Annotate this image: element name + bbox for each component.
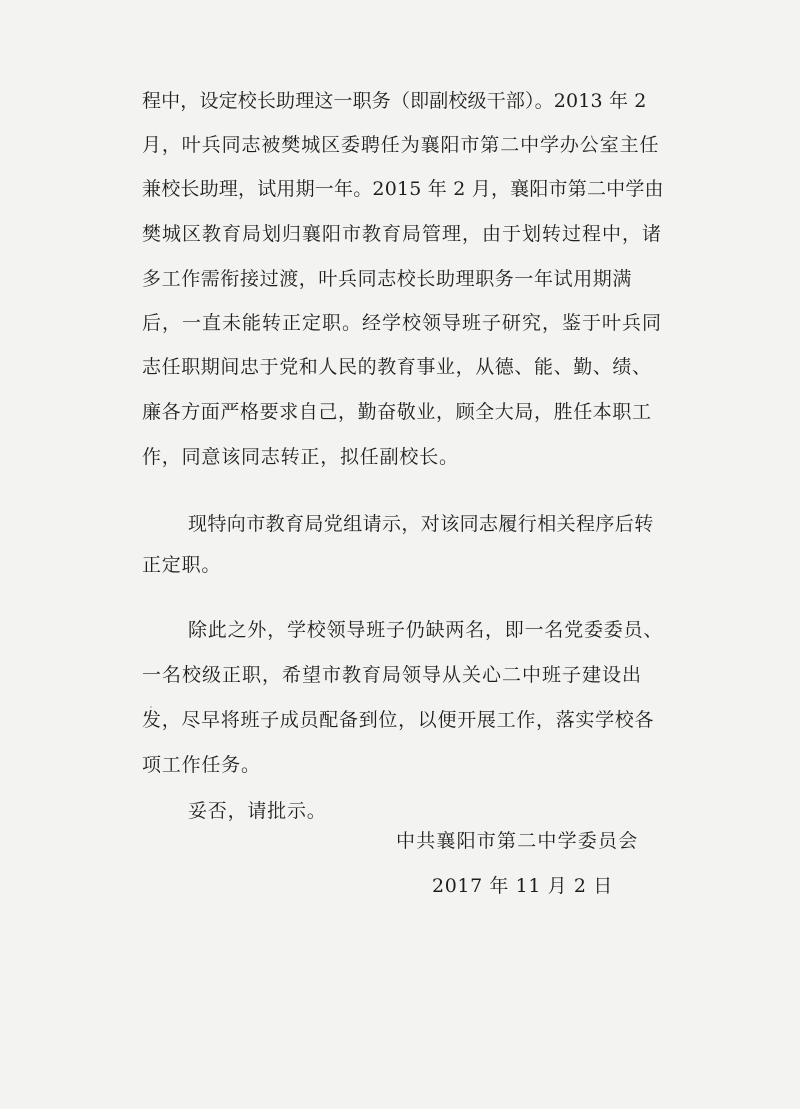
text-line: 后，一直未能转正定职。经学校领导班子研究，鉴于叶兵同	[142, 312, 663, 334]
signature-organization: 中共襄阳市第二中学委员会	[396, 830, 639, 852]
text-line: 项工作任务。	[142, 754, 261, 776]
paragraph-start-line: 除此之外，学校领导班子仍缺两名，即一名党委委员、	[188, 619, 664, 641]
text-line: 兼校长助理，试用期一年。2015 年 2 月，襄阳市第二中学由	[142, 178, 664, 200]
text-line: 志任职期间忠于党和人民的教育事业，从德、能、勤、绩、	[142, 356, 652, 378]
signature-date: 2017 年 11 月 2 日	[432, 875, 613, 897]
paragraph-start-line: 现特向市教育局党组请示，对该同志履行相关程序后转	[188, 513, 654, 535]
text-line: 月，叶兵同志被樊城区委聘任为襄阳市第二中学办公室主任	[142, 134, 660, 156]
text-line: 廉各方面严格要求自己，勤奋敬业，顾全大局，胜任本职工	[142, 401, 652, 423]
text-line: 一名校级正职，希望市教育局领导从关心二中班子建设出	[142, 664, 643, 686]
text-line: 程中，设定校长助理这一职务（即副校级干部）。2013 年 2	[142, 90, 647, 112]
closing-request-line: 妥否，请批示。	[188, 800, 327, 822]
text-line: 发，尽早将班子成员配备到位，以便开展工作，落实学校各	[142, 709, 655, 731]
text-line: 正定职。	[142, 554, 222, 576]
text-line: 樊城区教育局划归襄阳市教育局管理，由于划转过程中，诸	[142, 223, 663, 245]
scan-speck	[150, 706, 152, 708]
text-line: 作，同意该同志转正，拟任副校长。	[142, 446, 459, 468]
text-line: 多工作需衔接过渡，叶兵同志校长助理职务一年试用期满	[142, 268, 633, 290]
